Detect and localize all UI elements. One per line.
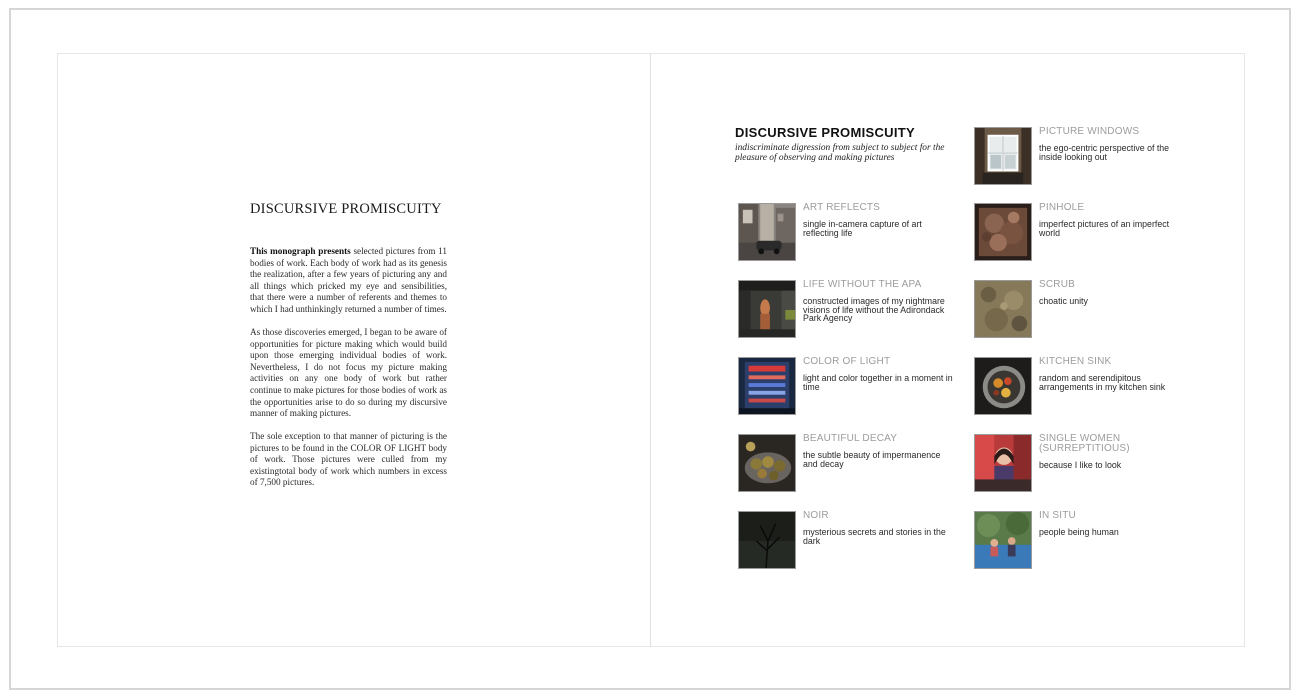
pinhole-photo-icon <box>974 203 1032 261</box>
body-tile-beautiful-decay[interactable] <box>738 434 958 494</box>
body-desc: people being human <box>1039 527 1119 537</box>
body-tile-in-situ[interactable] <box>974 511 1194 571</box>
paragraph-2: As those discoveries emerged, I began to be aware of opportunities for picture making which would build upon those emerging individual bodies of work. Nevertheless, I do not focus my picture making activities on any one body of work but rather continue to make pictures for those bodies of work as the opportunities arise to do so during my discursive manner of making pictures. <box>250 326 447 419</box>
body-desc: the ego-centric perspective of the inside looking out <box>1039 143 1170 162</box>
neon-building-photo-icon <box>738 357 796 415</box>
fruit-decay-photo-icon <box>738 434 796 492</box>
body-desc: random and serendipitous arrangements in my kitchen sink <box>1039 373 1166 392</box>
people-pool-photo-icon <box>974 511 1032 569</box>
paragraph-1 <box>250 246 447 316</box>
right-page-title: DISCURSIVE PROMISCUITY <box>735 125 915 140</box>
body-desc: light and color together in a moment in time <box>803 373 953 392</box>
body-desc: mysterious secrets and stories in the dark <box>803 527 946 546</box>
body-desc: single in-camera capture of art reflecting life <box>803 219 922 238</box>
body-tile-picture-windows[interactable] <box>974 127 1194 187</box>
right-page-subtitle: indiscriminate digression from subject to subject for the pleasure of observing and making pictures <box>735 143 945 163</box>
body-tile-noir[interactable] <box>738 511 958 571</box>
dark-tree-photo-icon <box>738 511 796 569</box>
spread-gutter <box>650 53 651 647</box>
body-tile-single-women[interactable] <box>974 434 1194 494</box>
body-title: IN SITU <box>1039 510 1076 521</box>
body-title: PINHOLE <box>1039 202 1085 213</box>
paragraph-1-text: selected pictures from 11 bodies of work. Each body of work had as its genesis the realization, after a few years of picturing any and all things which pricked my eye and sensibilities, that there were a number of referents and themes to which I had unthinkingly returned a number of times. <box>250 246 447 314</box>
paragraph-1-lead: This monograph presents <box>250 246 351 256</box>
body-title: ART REFLECTS <box>803 202 881 213</box>
window-photo-icon <box>974 127 1032 185</box>
woman-portrait-photo-icon <box>974 434 1032 492</box>
body-tile-pinhole[interactable] <box>974 203 1194 263</box>
body-title: COLOR OF LIGHT <box>803 356 891 367</box>
left-page-body <box>250 246 447 500</box>
brush-photo-icon <box>974 280 1032 338</box>
body-tile-kitchen-sink[interactable] <box>974 357 1194 417</box>
body-desc: constructed images of my nightmare visions of life without the Adirondack Park Agency <box>803 296 945 324</box>
body-tile-color-of-light[interactable] <box>738 357 958 417</box>
body-title: SINGLE WOMEN (SURREPTITIOUS) <box>1039 433 1130 454</box>
body-desc: imperfect pictures of an imperfect world <box>1039 219 1170 238</box>
body-title: NOIR <box>803 510 829 521</box>
sink-bowl-photo-icon <box>974 357 1032 415</box>
body-title: LIFE WITHOUT THE APA <box>803 279 922 290</box>
paragraph-3: The sole exception to that manner of picturing is the pictures to be found in the COLOR OF LIGHT body of work. Those pictures were culled from my existingtotal body of work which numbers in excess of 7,500 pictures. <box>250 431 447 488</box>
street-reflection-photo-icon <box>738 203 796 261</box>
left-page-title: DISCURSIVE PROMISCUITY <box>250 201 442 217</box>
body-desc: because I like to look <box>1039 460 1122 470</box>
body-title: SCRUB <box>1039 279 1076 290</box>
tunnel-figure-photo-icon <box>738 280 796 338</box>
body-tile-art-reflects[interactable] <box>738 203 958 263</box>
body-title: PICTURE WINDOWS <box>1039 126 1140 137</box>
body-desc: choatic unity <box>1039 296 1088 306</box>
body-title: KITCHEN SINK <box>1039 356 1112 367</box>
body-desc: the subtle beauty of impermanence and decay <box>803 450 941 469</box>
body-tile-life-without-the-apa[interactable] <box>738 280 958 340</box>
body-tile-scrub[interactable] <box>974 280 1194 340</box>
body-title: BEAUTIFUL DECAY <box>803 433 898 444</box>
